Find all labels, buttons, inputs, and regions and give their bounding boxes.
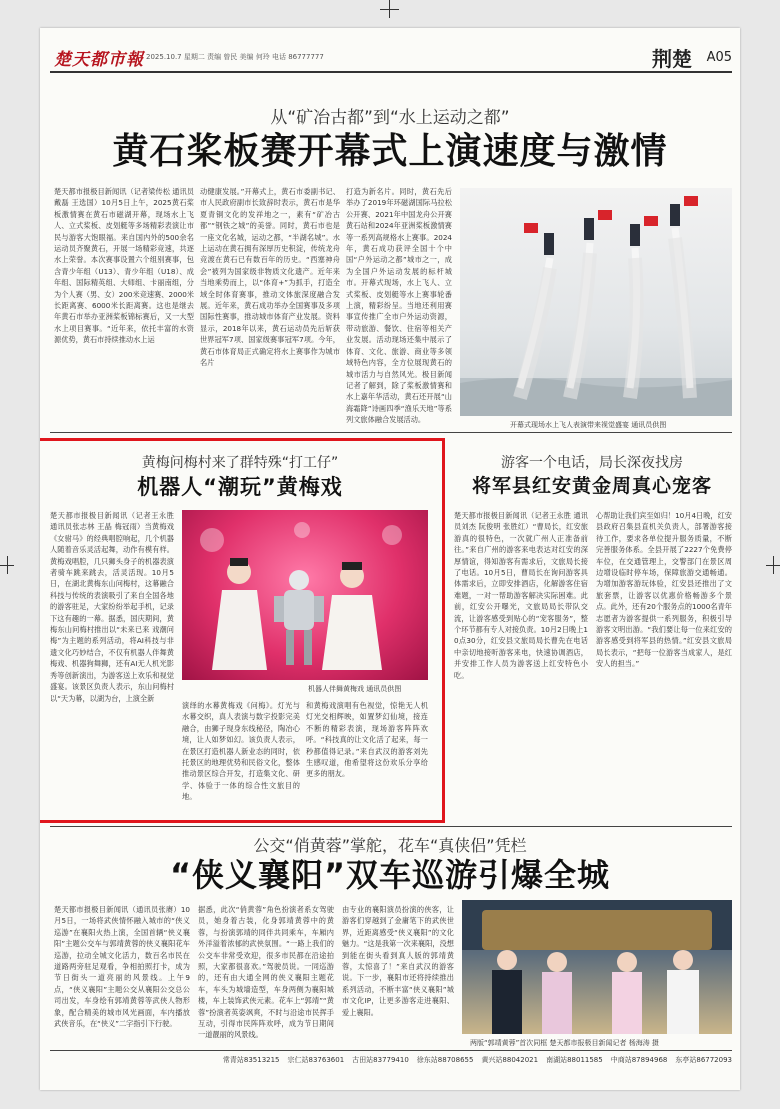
section-name: 荆楚 [652,47,692,71]
page-footer [50,1050,732,1069]
newspaper-logo: 楚天都市報 [54,50,144,70]
story2-photo-robots [182,510,428,680]
story1-headline: 黄石桨板赛开幕式上演速度与激情 [112,131,668,172]
footer-item: 古田站83779410 [352,1056,409,1064]
footer-item: 黄兴站88042021 [481,1056,539,1064]
page-number: A05 [706,50,732,65]
crop-mark-top-h [380,9,399,10]
robots-illustration [182,510,428,680]
story4-column-3: 由专业的襄阳演员扮演的侠客，让游客们穿越到了金庸笔下的武侠世界，近距离感受“侠义襄阳”的文化魅力。“这是我第一次来襄阳，没想到能在街头看到真人版的郭靖黄蓉，太惊喜了！”来自武汉的游客说。下一步，襄阳市还将持续推出系列活动，不断丰富“侠义襄阳”城市文化IP，让更多游客走进襄阳、爱上襄阳。 [342,905,454,1017]
footer-item: 常青站83513215 [222,1056,280,1064]
footer-item: 南湖站88011585 [546,1056,603,1064]
story4-column-2: 据悉，此次“俏黄蓉”角色扮演者系女驾驶员，她身着古装，化身郭靖黄蓉中的黄蓉，与扮演郭靖的同伴共同乘车，车厢内外洋溢着浓郁的武侠氛围。“一路上我们的公交车非常受欢迎，很多市民都在沿途拍照，大家都很喜欢。”驾驶员说。一同巡游的，还有由大通全网的侠义襄阳主题花车，车头为城墙造型，车身两侧为襄阳城楼，车上装饰武侠元素。花车上“郭靖”“黄蓉”扮演者英姿飒爽，不时与沿途市民挥手互动，引得市民阵阵欢呼，成为节日期间一道靓丽的风景线。 [198,905,334,1040]
newspaper-page [40,28,740,1090]
story2-headline: 机器人“潮玩”黄梅戏 [137,475,343,499]
story2-column-2: 演绎的水幕黄梅戏《问梅》。灯光与水幕交织，真人表演与数字投影完美融合，由狮子现身东线秘径，陶冶心境，让人如梦如幻。该负责人表示，在景区打造机器人新业态的同时，依托景区的地理优势和民俗文化，整体推动景区综合开发，打造集文化、研学、体验于一体的综合性文旅目的地。 [182,701,300,802]
footer-item: 徐东站88708655 [416,1056,474,1064]
story3-column-1: 楚天都市报极目新闻讯（记者王永胜 通讯员刘杰 阮俊明 张胜红）“曹局长，红安旅游真的很特色，一次就广州人正准备前往。”来自广州的游客来电表达对红安的深厚情谊，得知游客有需求后，文旅局长接了电话。10月5日，曹局长在询问游客具体需求后，立即安排酒店，化解游客住宿难题，一对一帮助游客解决实际困难。此前，红安公开曝光，文旅局局长带队交流，让游客感受到贴心的“宠客服务”，整个环节都有专人对接负责。10月2日晚上10点30分，红安县文旅局局长曹先在电话中亲切地接听游客来电，快速协调酒店，并安排工作人员为游客送上红安特色小吃。 [454,511,588,680]
story1-column-3: 打造为新名片。同时，黄石先后举办了2019年环磁湖国际马拉松公开赛、2021年中国龙舟公开赛黄石站和2024年亚洲桨板激情赛等一系列高规格水上赛事。2024年，黄石成功获评全国十个中国“户外运动之都”城市之一，成为全国户外运动发展的标杆城市。开幕式现场，水上飞人、立式桨板、皮划艇等水上赛事轮番上演，精彩纷呈。当地还利用赛事宣传推广全市户外运动资源，带动旅游、餐饮、住宿等相关产业发展。活动现场还集中展示了体育、文化、旅游、商业等多领域特色内容，全方位展现黄石的城市活力与自然风光。极目新闻记者了解到，除了桨板激情赛和水上嘉年华活动，黄石还开展“山海霜降”诗画四季“渔乐天地”等系列文旅体融合发展活动。 [346,187,452,425]
story3-kicker: 游客一个电话，局长深夜找房 [501,455,683,471]
footer-item: 中商站87894968 [610,1056,668,1064]
story4-photo-caption: 两版“郭靖黄蓉”首次同框 楚天都市报极目新闻记者 杨海涛 摄 [470,1039,659,1047]
story1-column-2: 动健康发展。”开幕式上，黄石市委副书记、市人民政府副市长致辞时表示，黄石市是华夏青铜文化的发祥地之一，素有“矿冶古都”“钢铁之城”的美誉。同时，黄石市也是一座文化名城，运动之都，“半湖名城”。水上运动在黄石拥有深厚历史积淀，传统龙舟竞渡在黄石已有数百年的历史。“西塞神舟会”被列为国家级非物质文化遗产。近年来当地乘势而上，以“体育+”为抓手，打造全域全时体育赛事，推动文体旅深度融合发展。近年来，黄石成功举办全国赛事及多项国际性赛事，推动城市体育产业发展。资料显示，2018年以来，黄石运动员先后斩获世界冠军7项、国家级赛事冠军7项。今年，黄石市体育局正式确定将水上赛事作为城市名片 [200,187,340,368]
cosplay-illustration [462,900,732,1034]
story3-column-2: 心帮助让我们宾至如归！10月4日晚，红安县政府召集县直机关负责人，部署游客接待工作，要求各单位提升服务质量，不断完善服务体系。全县开展了2227个免费停车位，在交通管理上，交警部门在景区周边增设临时停车场，保障旅游交通畅通。为增加游客游玩体验，红安县还推出了文旅套票，让游客以优惠价格畅游多个景点。此外，还有20个服务点的1000名青年志愿者为游客提供一系列服务，积极引导游客文明出游。“我们要让每一位来红安的游客感受到将军县的热情。”红安县文旅局局长表示，“把每一位游客当成家人，是红安人的担当。” [596,511,732,669]
story3-headline: 将军县红安黄金周真心宠客 [471,475,712,497]
story4-headline: “侠义襄阳”双车巡游引爆全城 [169,856,611,894]
story4-kicker: 公交“俏黄蓉”掌舵，花车“真侠侣”凭栏 [253,836,527,855]
crop-mark-left-v [7,556,8,574]
story2-column-1: 楚天都市报极目新闻讯（记者王永胜 通讯员张志林 王晶 梅冠雨）当黄梅戏《女驸马》的经典唱腔响起，几个机器人随着音乐灵活起舞，动作有模有样。黄梅戏唱腔，几只狮头身子的机器表演者骑车跳来跳去，活灵活现。10月5日，在湖北黄梅东山问梅村，这幕融合科技与传统的表演吸引了来自全国各地的游客驻足，大家纷纷举起手机，记录下这有趣的一幕。据悉，国庆期间，黄梅东山问梅村推出以“未来已来 戏潮问梅”为主题的系列活动，将AI科技与非遗文化巧妙结合，不仅有机器人伴舞黄梅戏、机器狗舞狮，还有AI无人机光影秀等创新演出，为游客送上欢乐和视觉盛宴。该景区负责人表示，东山问梅村以“天为幕，以湖为台，上演全新 [50,511,174,703]
story1-photo-flyboard [460,188,732,416]
story1-kicker: 从“矿冶古都”到“水上运动之都” [270,108,510,128]
crop-mark-right-v [773,556,774,574]
flyboard-illustration [460,188,732,416]
story2-kicker: 黄梅问梅村来了群特殊“打工仔” [141,455,339,471]
story4-photo-cosplay [462,900,732,1034]
story4-column-1: 楚天都市报极目新闻讯（通讯员张赓）10月5日，一场将武侠情怀融入城市的“侠义巡游”在襄阳火热上演，全国首辆“侠义襄阳”主题公交车与郭靖黄蓉的侠义襄阳花车巡游，拉动全城文化活力，数百名市民在道路两旁驻足观看，争相拍照打卡，成为节日街头一道亮丽的风景线。上午9点，“侠义襄阳”主题公交从襄阳公交总公司出发，车身绘有郭靖黄蓉等武侠人物形象，配合精美的城市风光画面，车内播放武侠音乐，在“侠义”二字指引下行驶。 [54,905,190,1029]
story2-column-3: 和黄梅戏演唱有色视觉，惊艳无人机灯光交相辉映，如置梦幻仙境，接连不断的精彩表演，现场游客阵阵欢呼。“科技真的让文化活了起来，每一秒都值得记录。”来自武汉的游客刘先生感叹道，他希望将这份欢乐分享给更多的朋友。 [306,701,428,779]
issue-info: 2025.10.7 星期二 责编 曾民 美编 何玲 电话 86777777 [146,53,324,61]
footer-item: 东亭站86772093 [675,1056,732,1064]
story2-photo-caption: 机器人伴舞黄梅戏 通讯员供图 [308,685,402,693]
story1-column-1: 楚天都市报极目新闻讯（记者梁传松 通讯员戴磊 王选国）10月5日上午，2025黄石桨板激情赛在黄石市磁湖开幕，现场水上飞人、立式桨板、皮划艇等多场精彩表演让市民与游客大饱眼福。来自国内外的500余名运动员齐聚黄石，开展一场精彩竞速，共逐水上荣誉。本次赛事设置六个组别赛事，包含青少年组（U13）、青少年组（U18）、成年组、国际精英组、大师组、卡丽南组，分为个人赛（男、女）200米竞速赛、2000米长距离赛、6000米长距离赛。这也是继去年黄石市举办亚洲桨板锦标赛后，又一大型水上项目赛事。“近年来，依托丰富的水资源优势，黄石市持续推动水上运 [54,187,194,345]
masthead [50,43,732,73]
footer-item: 宗仁站83763601 [287,1056,345,1064]
divider [50,826,732,827]
divider [50,432,732,433]
story1-photo-caption: 开幕式现场水上飞人表演带来视觉盛宴 通讯员供图 [510,421,667,429]
